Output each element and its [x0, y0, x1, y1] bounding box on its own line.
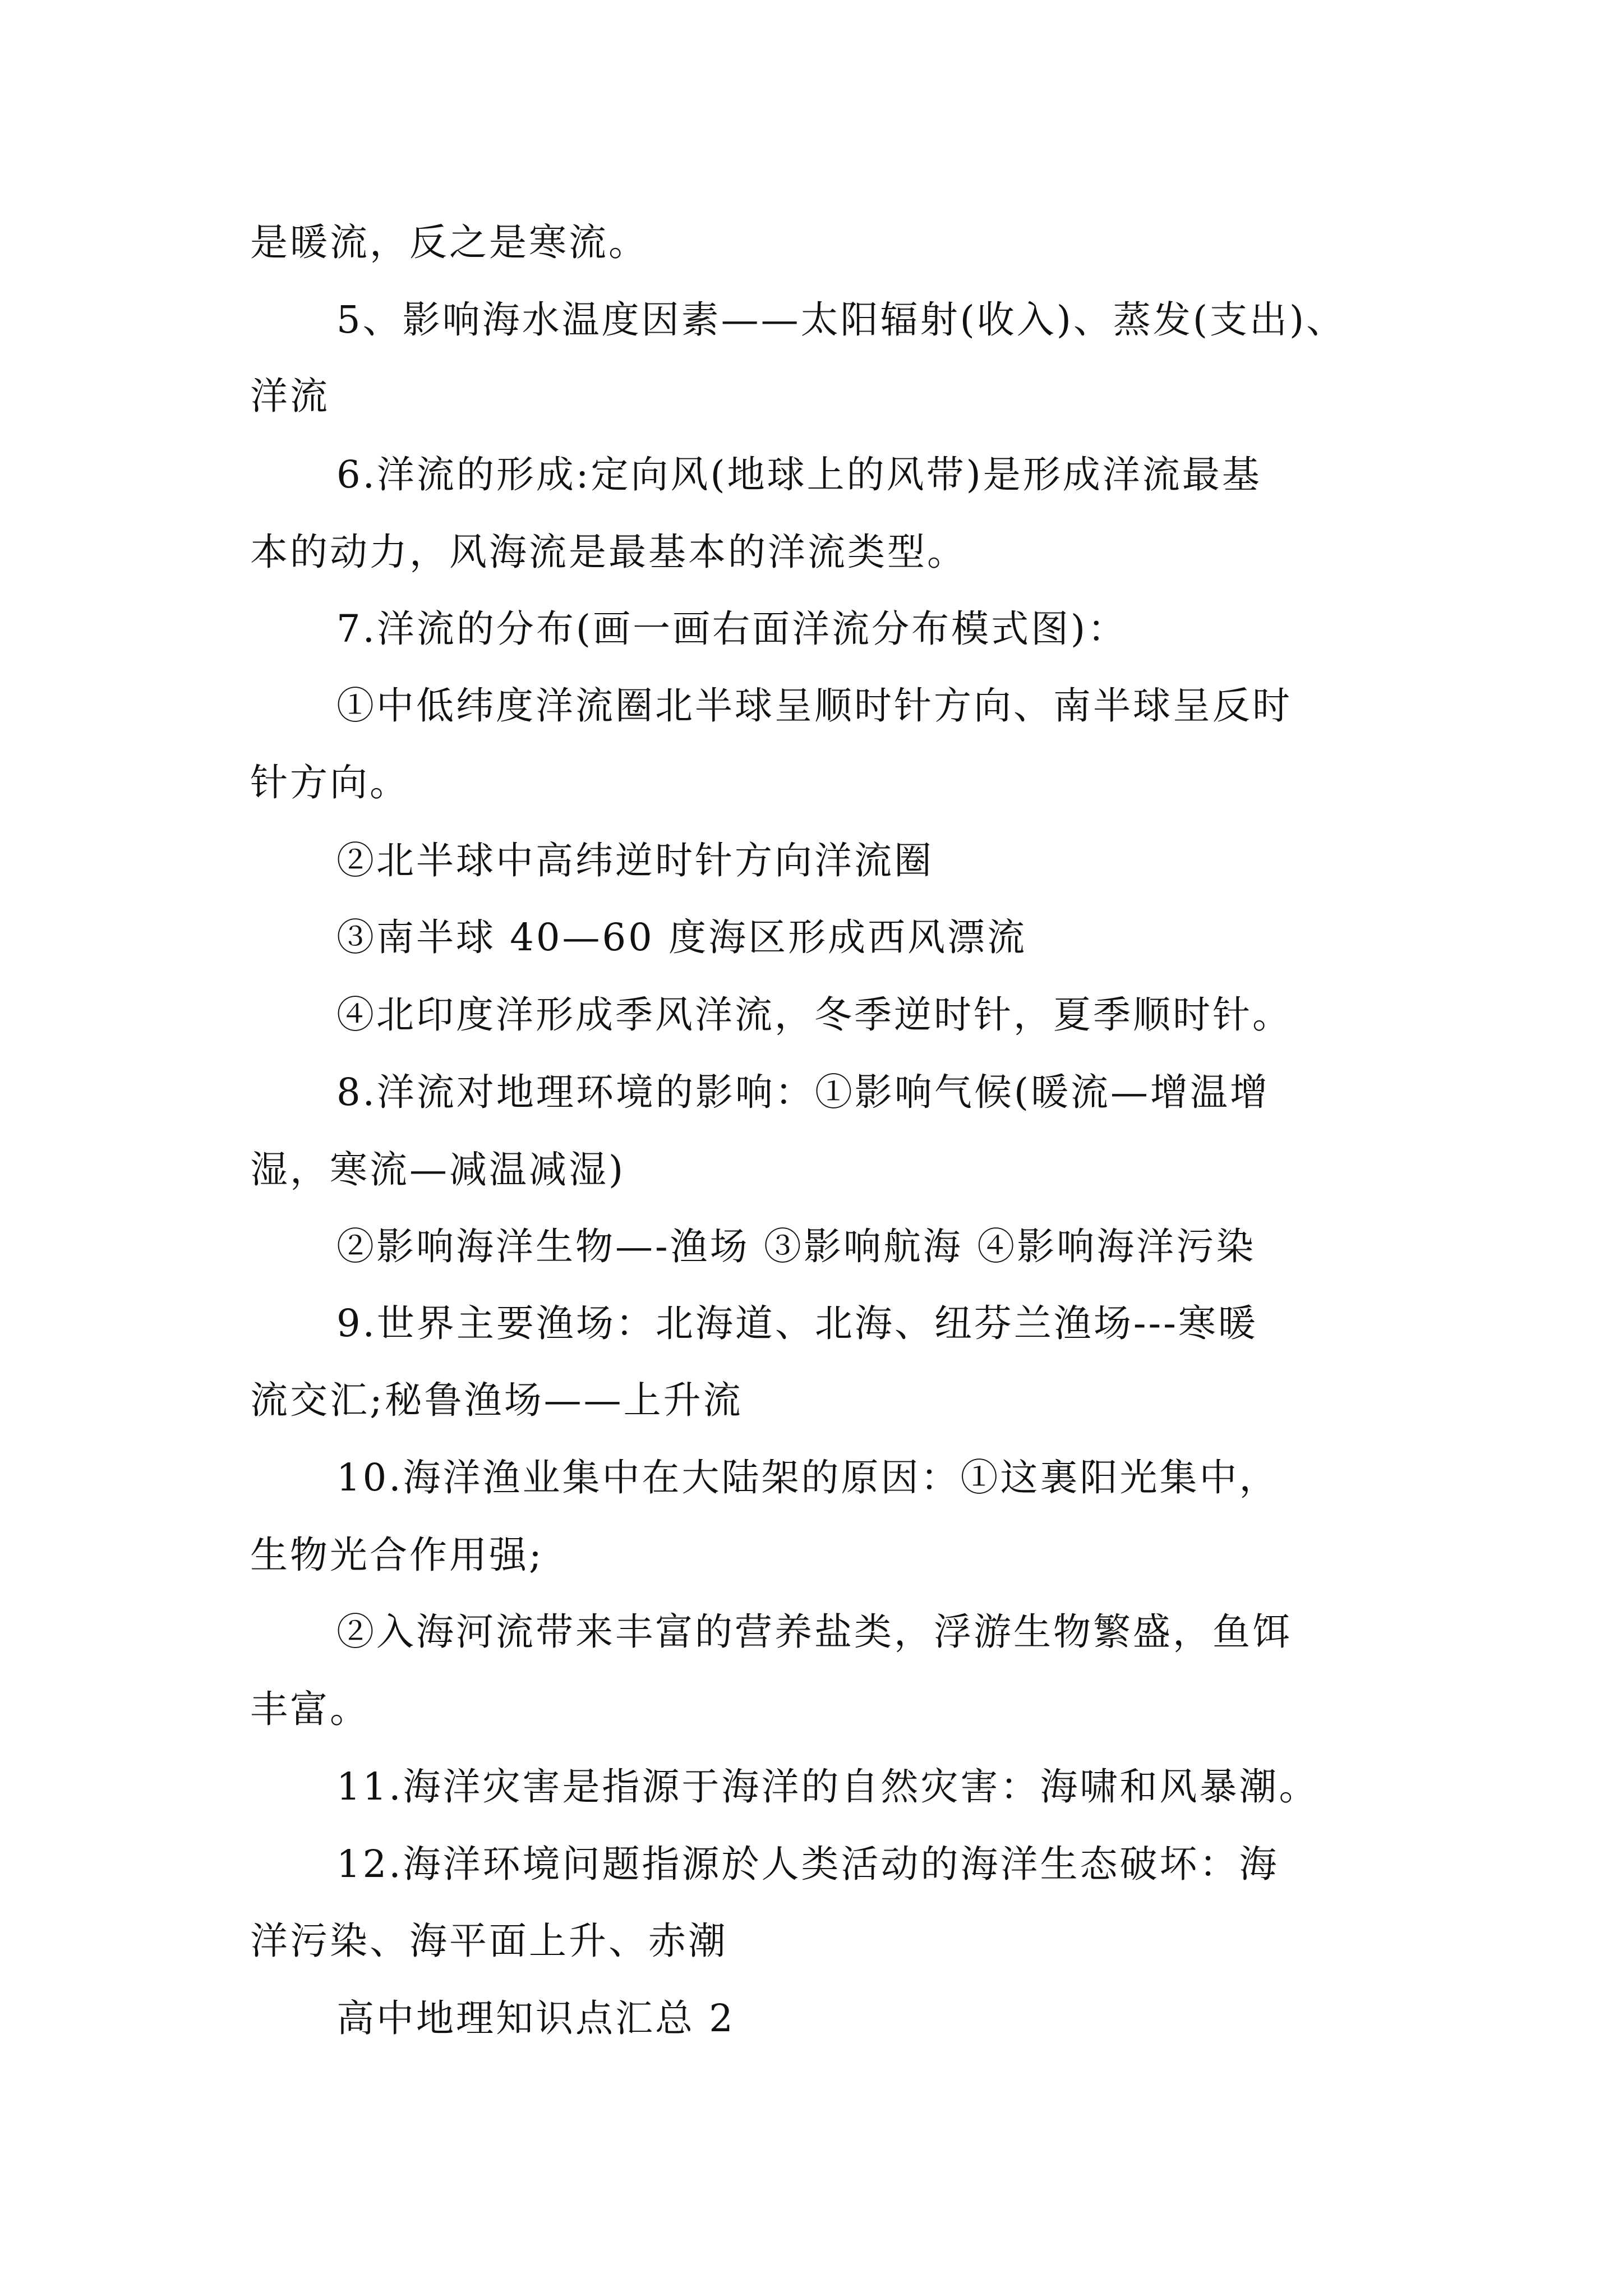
text-line: ②入海河流带来丰富的营养盐类，浮游生物繁盛，鱼饵 [336, 1610, 1292, 1654]
text-line: 生物光合作用强; [250, 1533, 544, 1577]
text-line: ④北印度洋形成季风洋流，冬季逆时针，夏季顺时针。 [336, 993, 1292, 1037]
section-heading: 高中地理知识点汇总 2 [336, 1996, 735, 2040]
text-line: 洋流 [250, 374, 330, 418]
text-line: 7.洋流的分布(画一画右面洋流分布模式图)： [336, 607, 1128, 651]
text-line: 丰富。 [250, 1687, 370, 1731]
text-line: 洋污染、海平面上升、赤潮 [250, 1919, 728, 1963]
text-line: 12.海洋环境问题指源於人类活动的海洋生态破坏：海 [336, 1842, 1279, 1886]
text-line: 11.海洋灾害是指源于海洋的自然灾害：海啸和风暴潮。 [336, 1765, 1319, 1809]
text-line: 5、影响海水温度因素——太阳辐射(收入)、蒸发(支出)、 [336, 298, 1347, 342]
text-line: ②影响海洋生物—-渔场 ③影响航海 ④影响海洋污染 [336, 1225, 1256, 1268]
text-line: 9.世界主要渔场：北海道、北海、纽芬兰渔场---寒暖 [336, 1301, 1258, 1345]
text-line: 8.洋流对地理环境的影响：①影响气候(暖流—增温增 [336, 1070, 1270, 1114]
text-line: ③南半球 40—60 度海区形成西风漂流 [336, 915, 1027, 959]
text-line: 本的动力，风海流是最基本的洋流类型。 [250, 530, 967, 574]
text-line: ②北半球中高纬逆时针方向洋流圈 [336, 839, 934, 882]
text-line: 流交汇;秘鲁渔场——上升流 [250, 1378, 743, 1422]
text-line: 湿，寒流—减温减湿) [250, 1148, 626, 1191]
text-line: 10.海洋渔业集中在大陆架的原因：①这裏阳光集中， [336, 1456, 1279, 1499]
text-line: ①中低纬度洋流圈北半球呈顺时针方向、南半球呈反时 [336, 684, 1292, 728]
text-line: 针方向。 [250, 761, 409, 804]
text-line: 6.洋流的形成:定向风(地球上的风带)是形成洋流最基 [336, 453, 1262, 496]
text-line: 是暖流，反之是寒流。 [250, 220, 648, 264]
